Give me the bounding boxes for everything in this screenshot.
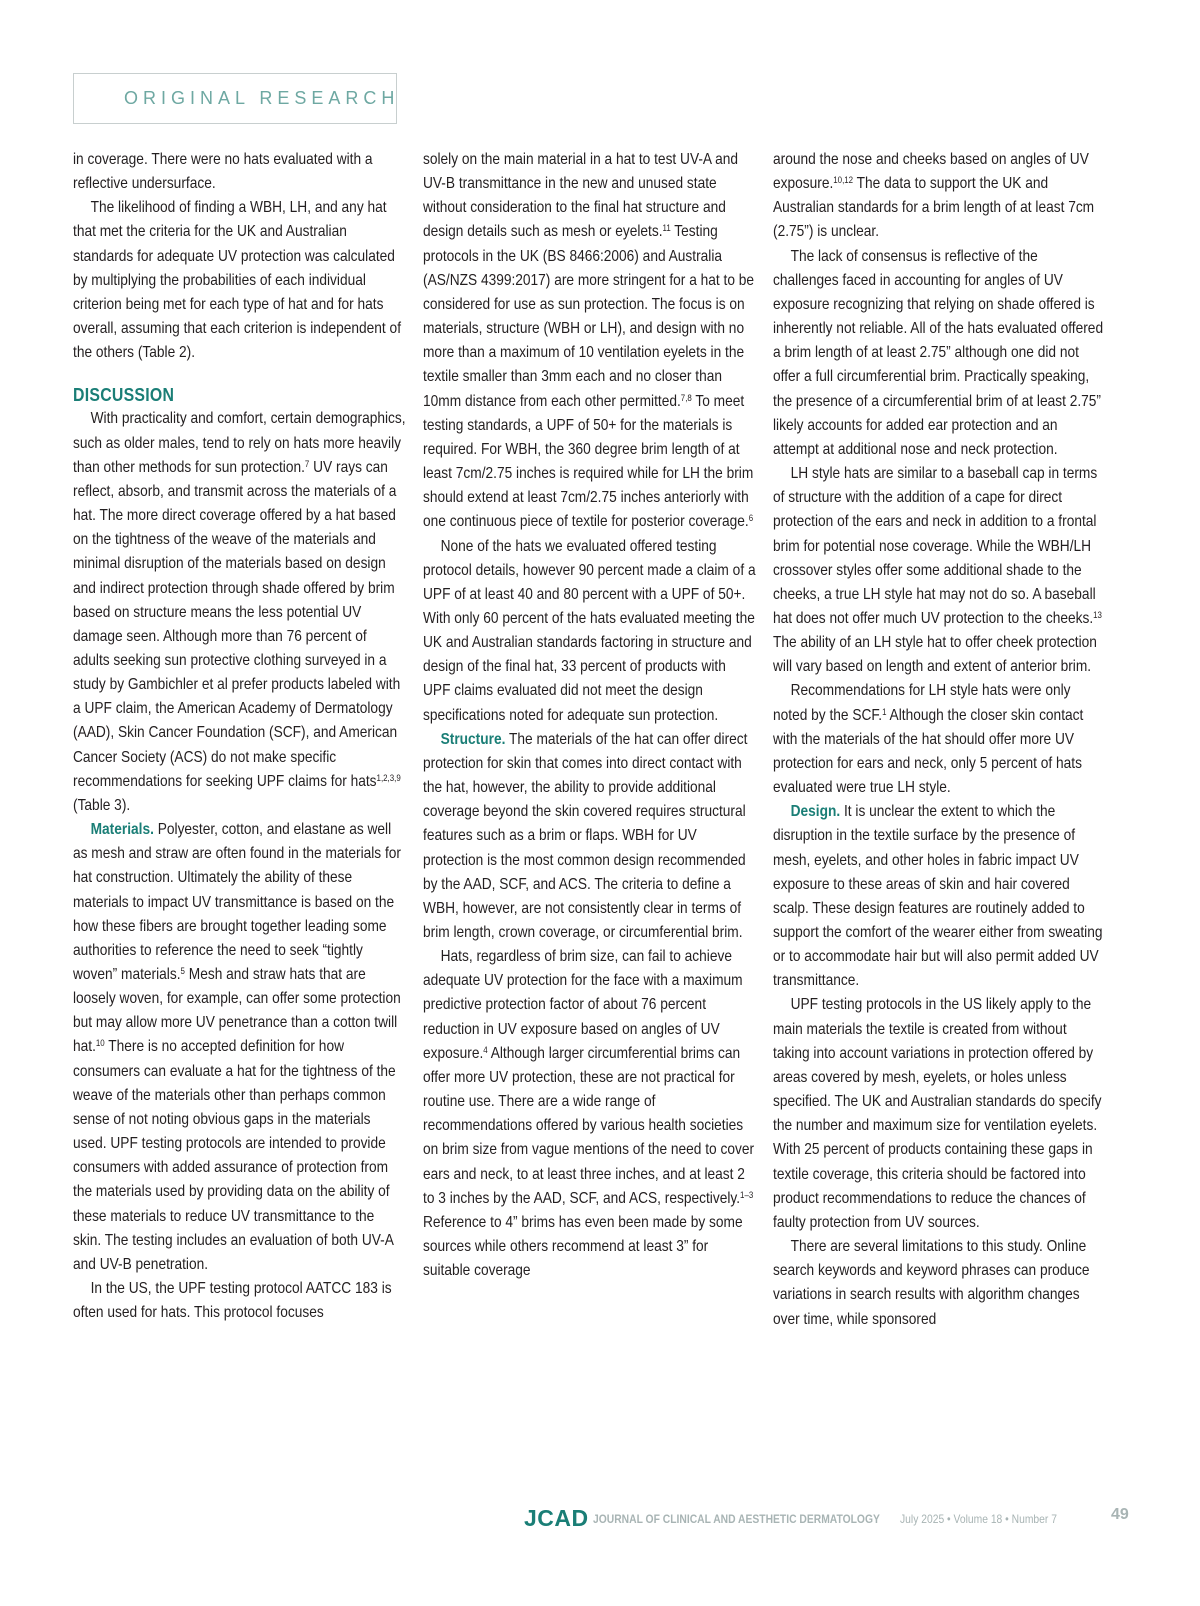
text-run: Mesh and straw hats that are loosely woven, for example, can offer some protection but may allow more UV penetrance than a cotton twill hat. — [73, 966, 401, 1056]
text-run: The data to support the UK and Australian standards for a brim length of at least 7cm (2.75”) is unclear. — [773, 175, 1095, 241]
text-run: UV rays can reflect, absorb, and transmit across the materials of a hat. The more direct coverage offered by a hat based on the tightness of the weave of the materials and minimal disruption of the materials based on design and indirect protection through shade offered by brim based on structure means the less potential UV damage seen. Although more than 76 percent of adults seeking sun protective clothing surveyed in a study by Gambichler et al prefer products labeled with a UPF claim, the American Academy of Dermatology (AAD), Skin Cancer Foundation (SCF), and American Cancer Society (ACS) do not make specific recommendations for seeking UPF claims for hats — [73, 458, 401, 790]
paragraph — [423, 728, 756, 945]
text-run: With practicality and comfort, certain demographics, such as older males, tend to rely on hats more heavily than other methods for sun protection. — [73, 410, 406, 476]
text-run: There is no accepted definition for how consumers can evaluate a hat for the tightness of the weave of the materials other than perhaps common sense of not noting obvious gaps in the materials used. UPF testing protocols are intended to provide consumers with added assurance of protection from the materials used by providing data on the ability of these materials to reduce UV transmittance to the skin. The testing includes an evaluation of both UV-A and UV-B penetration. — [73, 1038, 396, 1273]
column-2 — [423, 148, 756, 1283]
discussion-heading: DISCUSSION — [73, 385, 175, 406]
citation: 5 — [180, 966, 185, 976]
citation: 7,8 — [680, 392, 692, 403]
column-3 — [773, 148, 1106, 1332]
paragraph — [73, 407, 406, 818]
citation: 4 — [483, 1044, 488, 1055]
citation: 10 — [95, 1038, 105, 1049]
text-run: Reference to 4” brims has even been made by some sources while others recommend at least 3” for suitable coverage — [423, 1213, 743, 1280]
citation: 1 — [882, 706, 887, 717]
paragraph: The likelihood of finding a WBH, LH, and any hat that met the criteria for the UK and Australian standards for adequate UV protection was calculated by multiplying the probabilities of each individual criterion being met for each type of hat and for hats overall, assuming that each criterion is independent of the others (Table 2). — [73, 199, 402, 362]
text-run: (Table 3). — [73, 796, 131, 814]
text-run: Polyester, cotton, and elastane as well as mesh and straw are often found in the materials for hat construction. Ultimately the ability of these materials to impact UV transmittance is based on the how these fibers are brought together leading some authorities to reference the need to seek “tightly woven” materials. — [73, 821, 401, 983]
design-subheading: Design. — [790, 803, 841, 821]
journal-logo: JCAD — [524, 1505, 589, 1531]
paragraph — [773, 800, 1106, 993]
paragraph: There are several limitations to this study. Online search keywords and keyword phrases can produce variations in search results with algorithm changes over time, while sponsored — [773, 1238, 1090, 1328]
paragraph — [423, 945, 756, 1283]
text-run: The materials of the hat can offer direct protection for skin that comes into direct contact with the hat, however, the ability to provide additional coverage beyond the skin covered requires structural features such as a brim or flaps. WBH for UV protection is the most common design recommended by the AAD, SCF, and ACS. The criteria to define a WBH, however, are not consistently clear in terms of brim length, crown coverage, or circumferential brim. — [423, 730, 748, 941]
paragraph — [423, 148, 756, 535]
citation: 1–3 — [740, 1189, 754, 1200]
text-run: It is unclear the extent to which the disruption in the textile surface by the presence of mesh, eyelets, and other holes in fabric impact UV exposure to these areas of skin and hair covered scalp. These design features are routinely added to support the comfort of the wearer either from sweating or to accommodate hair but will also permit added UV transmittance. — [773, 803, 1103, 990]
paragraph: UPF testing protocols in the US likely apply to the main materials the textile is created from without taking into account variations in protection offered by areas covered by mesh, eyelets, or holes unless specified. The UK and Australian standards do specify the number and maximum size for ventilation eyelets. With 25 percent of products containing these gaps in textile coverage, this criteria should be factored into product recommendations to reduce the chances of faulty protection from UV sources. — [773, 996, 1102, 1231]
column-1 — [73, 148, 406, 1325]
paragraph: in coverage. There were no hats evaluated with a reflective undersurface. — [73, 151, 373, 193]
paragraph: None of the hats we evaluated offered testing protocol details, however 90 percent made a claim of a UPF of at least 40 and 80 percent with a UPF of 50+. With only 60 percent of the hats evaluated meeting the UK and Australian standards factoring in structure and design of the final hat, 33 percent of products with UPF claims evaluated did not meet the design specifications noted for adequate sun protection. — [423, 537, 756, 724]
structure-subheading: Structure. — [440, 730, 506, 748]
text-run: LH style hats are similar to a baseball cap in terms of structure with the addition of a cape for direct protection of the ears and neck in addition to a frontal brim for potential nose coverage. While the WBH/LH crossover styles offer some additional shade to the cheeks, a true LH style hat may not do so. A baseball hat does not offer much UV protection to the cheeks. — [773, 465, 1098, 627]
citation: 10,12 — [833, 175, 854, 186]
text-run: To meet testing standards, a UPF of 50+ for the materials is required. For WBH, the 360 degree brim length of at least 7cm/2.75 inches is required while for LH the brim should extend at least 7cm/2.75 inches anteriorly with one continuous piece of textile for posterior coverage. — [423, 392, 754, 531]
section-label-box — [73, 73, 400, 124]
paragraph — [773, 462, 1106, 679]
text-run: Hats, regardless of brim size, can fail to achieve adequate UV protection for the face with a maximum predictive protection factor of about 76 percent reduction in UV exposure based on angles of UV exposure. — [423, 948, 743, 1062]
text-run: Although the closer skin contact with the materials of the hat should offer more UV protection for ears and neck, only 5 percent of hats evaluated were true LH style. — [773, 706, 1084, 797]
paragraph — [773, 148, 1106, 245]
paragraph: In the US, the UPF testing protocol AATCC 183 is often used for hats. This protocol focuses — [73, 1280, 392, 1322]
text-run: Testing protocols in the UK (BS 8466:2006) and Australia (AS/NZS 4399:2017) are more stringent for a hat to be considered for use as sun protection. The focus is on materials, structure (WBH or LH), and design with no more than a maximum of 10 ventilation eyelets in the textile smaller than 3mm each and no closer than 10mm distance from each other permitted. — [423, 223, 755, 410]
paragraph: The lack of consensus is reflective of the challenges faced in accounting for angles of UV exposure recognizing that relying on shade offered is inherently not reliable. All of the hats evaluated offered a brim length of at least 2.75” although one did not offer a full circumferential brim. Practically speaking, the presence of a circumferential brim of at least 2.75” likely accounts for added ear protection and an attempt at additional nose and neck protection. — [773, 247, 1104, 458]
text-run: The ability of an LH style hat to offer cheek protection will vary based on length and extent of anterior brim. — [773, 634, 1097, 676]
page-number: 49 — [1111, 1506, 1129, 1523]
materials-subheading: Materials. — [90, 821, 154, 839]
citation: 13 — [1093, 609, 1102, 620]
issue-info: July 2025 • Volume 18 • Number 7 — [900, 1512, 1057, 1526]
citation: 1,2,3,9 — [376, 772, 401, 783]
citation: 7 — [304, 458, 310, 469]
section-label: ORIGINAL RESEARCH — [124, 88, 400, 108]
text-run: Recommendations for LH style hats were only noted by the SCF. — [773, 682, 1071, 724]
paragraph — [773, 679, 1106, 800]
paragraph — [73, 818, 406, 1277]
text-run: solely on the main material in a hat to test UV-A and UV-B transmittance in the new and unused state without consideration to the final hat structure and design details such as mesh or eyelets. — [423, 151, 739, 241]
text-run: around the nose and cheeks based on angles of UV exposure. — [773, 151, 1089, 193]
journal-title: JOURNAL OF CLINICAL AND AESTHETIC DERMATOLOGY — [593, 1512, 880, 1526]
citation: 11 — [662, 223, 671, 234]
text-run: Although larger circumferential brims can offer more UV protection, these are not practical for routine use. There are a wide range of recommendations offered by various health societies on brim size from vague mentions of the need to cover ears and neck, to at least three inches, and at least 2 to 3 inches by the AAD, SCF, and ACS, respectively. — [423, 1044, 755, 1207]
citation: 6 — [748, 513, 754, 524]
